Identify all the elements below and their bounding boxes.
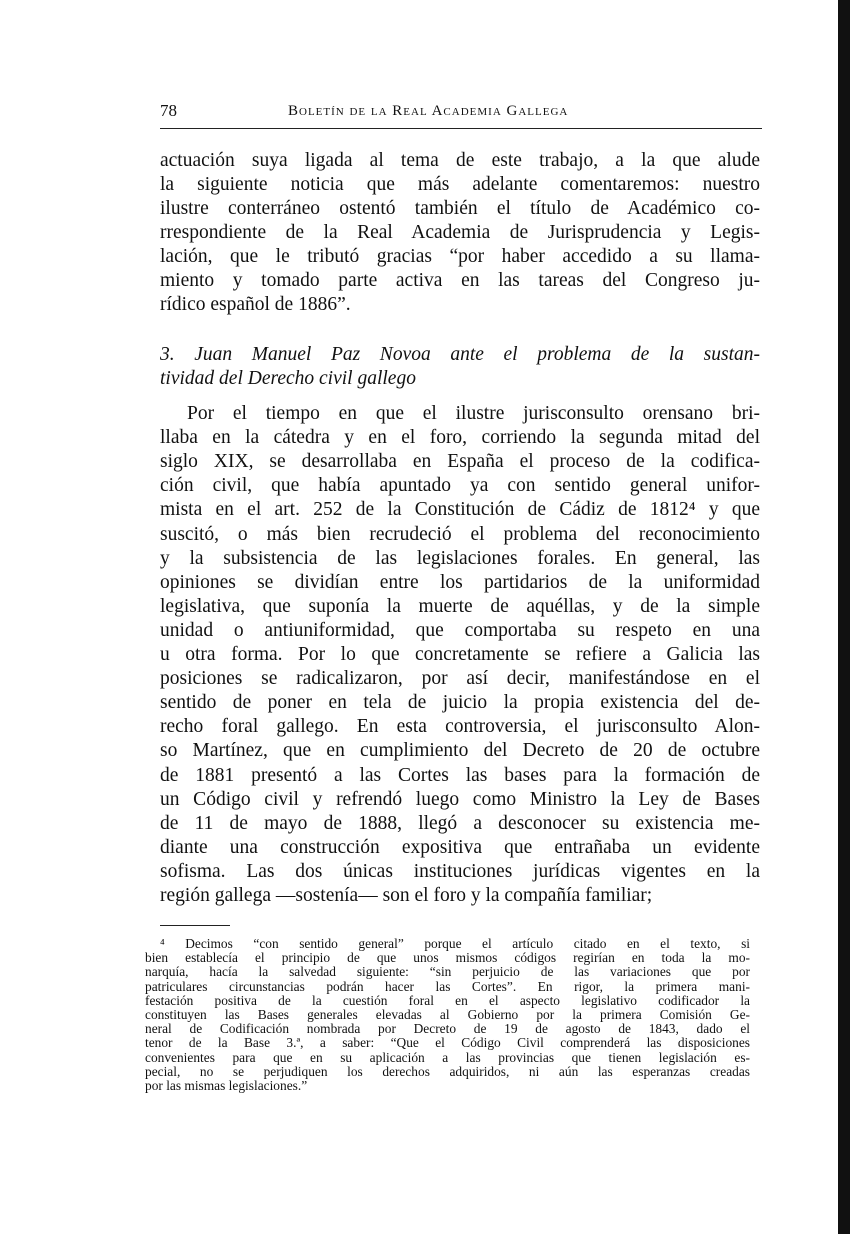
paragraph1-line: ilustre conterráneo ostentó también el título de Académico co- <box>160 198 760 219</box>
paragraph2-line: unidad o antiuniformidad, que comportaba su respeto en una <box>160 619 760 641</box>
section_heading-line: tividad del Derecho civil gallego <box>160 368 416 389</box>
scan-edge <box>838 0 850 1234</box>
paragraph2-line: mista en el art. 252 de la Constitución de Cádiz de 1812⁴ y que <box>160 499 760 521</box>
footnote-line: por las mismas legislaciones.” <box>145 1078 308 1093</box>
paragraph2-line: legislativa, que suponía la muerte de aquéllas, y de la simple <box>160 595 760 617</box>
paragraph2-line: opiniones se dividían entre los partidarios de la uniformidad <box>160 571 760 593</box>
footnote-line: neral de Codificación nombrada por Decreto de 19 de agosto de 1843, dado el <box>145 1021 750 1037</box>
paragraph2-line: posiciones se radicalizaron, por así decir, manifestándose en el <box>160 668 760 690</box>
footnote-line: bien establecía el principio de que unos mismos códigos regirían en toda la mo- <box>145 950 750 966</box>
paragraph2-line: ción civil, que había apuntado ya con sentido general unifor- <box>160 475 760 497</box>
paragraph1-line: rrespondiente de la Real Academia de Jurisprudencia y Legis- <box>160 222 760 243</box>
paragraph2-line: de 11 de mayo de 1888, llegó a desconocer su existencia me- <box>160 812 760 834</box>
footnote-line: constituyen las Bases generales elevadas al Gobierno por la primera Comisión Ge- <box>145 1007 750 1022</box>
paragraph2-line: sentido de poner en tela de juicio la propia existencia del de- <box>160 692 760 714</box>
paragraph1-line: actuación suya ligada al tema de este trabajo, a la que alude <box>160 150 760 171</box>
paragraph2-line: un Código civil y refrendó luego como Ministro la Ley de Bases <box>160 788 760 810</box>
paragraph1-line: la siguiente noticia que más adelante comentaremos: nuestro <box>160 174 760 195</box>
paragraph1-line: miento y tomado parte activa en las tareas del Congreso ju- <box>160 270 760 291</box>
footnote-line: ⁴ Decimos “con sentido general” porque el artículo citado en el texto, si <box>160 936 750 951</box>
footnote-rule <box>160 925 230 926</box>
section_heading-line: 3. Juan Manuel Paz Novoa ante el problema de la sustan- <box>160 344 760 365</box>
paragraph2-line: so Martínez, que en cumplimiento del Decreto de 20 de octubre <box>160 740 760 762</box>
footnote-line: patriculares circunstancias podrán hacer las Cortes”. En rigor, la primera mani- <box>145 978 750 994</box>
paragraph2-line: suscitó, o más bien recrudeció el problema del reconocimiento <box>160 523 760 545</box>
page-number: 78 <box>160 101 177 120</box>
footnote-line: pecial, no se perjudiquen los derechos adquiridos, ni aún las esperanzas creadas <box>145 1063 750 1079</box>
footnote-line: narquía, hacía la salvedad siguiente: “sin perjuicio de las variaciones que por <box>145 964 750 980</box>
paragraph2-line: de 1881 presentó a las Cortes las bases para la formación de <box>160 764 760 786</box>
footnote-line: festación positiva de la cuestión foral en el aspecto legislativo codificador la <box>145 992 750 1008</box>
running-title: Boletín de la Real Academia Gallega <box>288 103 569 119</box>
footnote-line: convenientes para que en su aplicación a las provincias que tienen legislación es- <box>145 1049 750 1065</box>
paragraph1-line: rídico español de 1886”. <box>160 294 351 315</box>
header-rule <box>160 128 762 129</box>
paragraph2-line: y la subsistencia de las legislaciones forales. En general, las <box>160 547 760 569</box>
running-header <box>160 101 762 123</box>
paragraph2-line: Por el tiempo en que el ilustre jurisconsulto orensano bri- <box>187 403 760 424</box>
paragraph2-line: región gallega —sostenía— son el foro y la compañía familiar; <box>160 885 653 906</box>
paragraph2-line: llaba en la cátedra y en el foro, corriendo la segunda mitad del <box>160 427 760 449</box>
paragraph2-line: recho foral gallego. En esta controversia, el jurisconsulto Alon- <box>160 716 760 738</box>
paragraph1-line: lación, que le tributó gracias “por haber accedido a su llama- <box>160 246 760 267</box>
paragraph2-line: diante una construcción expositiva que entrañaba un evidente <box>160 836 760 858</box>
footnote-line: tenor de la Base 3.ª, a saber: “Que el Código Civil comprenderá las disposiciones <box>145 1035 750 1051</box>
paragraph2-line: u otra forma. Por lo que concretamente se refiere a Galicia las <box>160 644 760 665</box>
paragraph2-line: siglo XIX, se desarrollaba en España el proceso de la codifica- <box>160 451 760 473</box>
paragraph2-line: sofisma. Las dos únicas instituciones jurídicas vigentes en la <box>160 860 760 882</box>
